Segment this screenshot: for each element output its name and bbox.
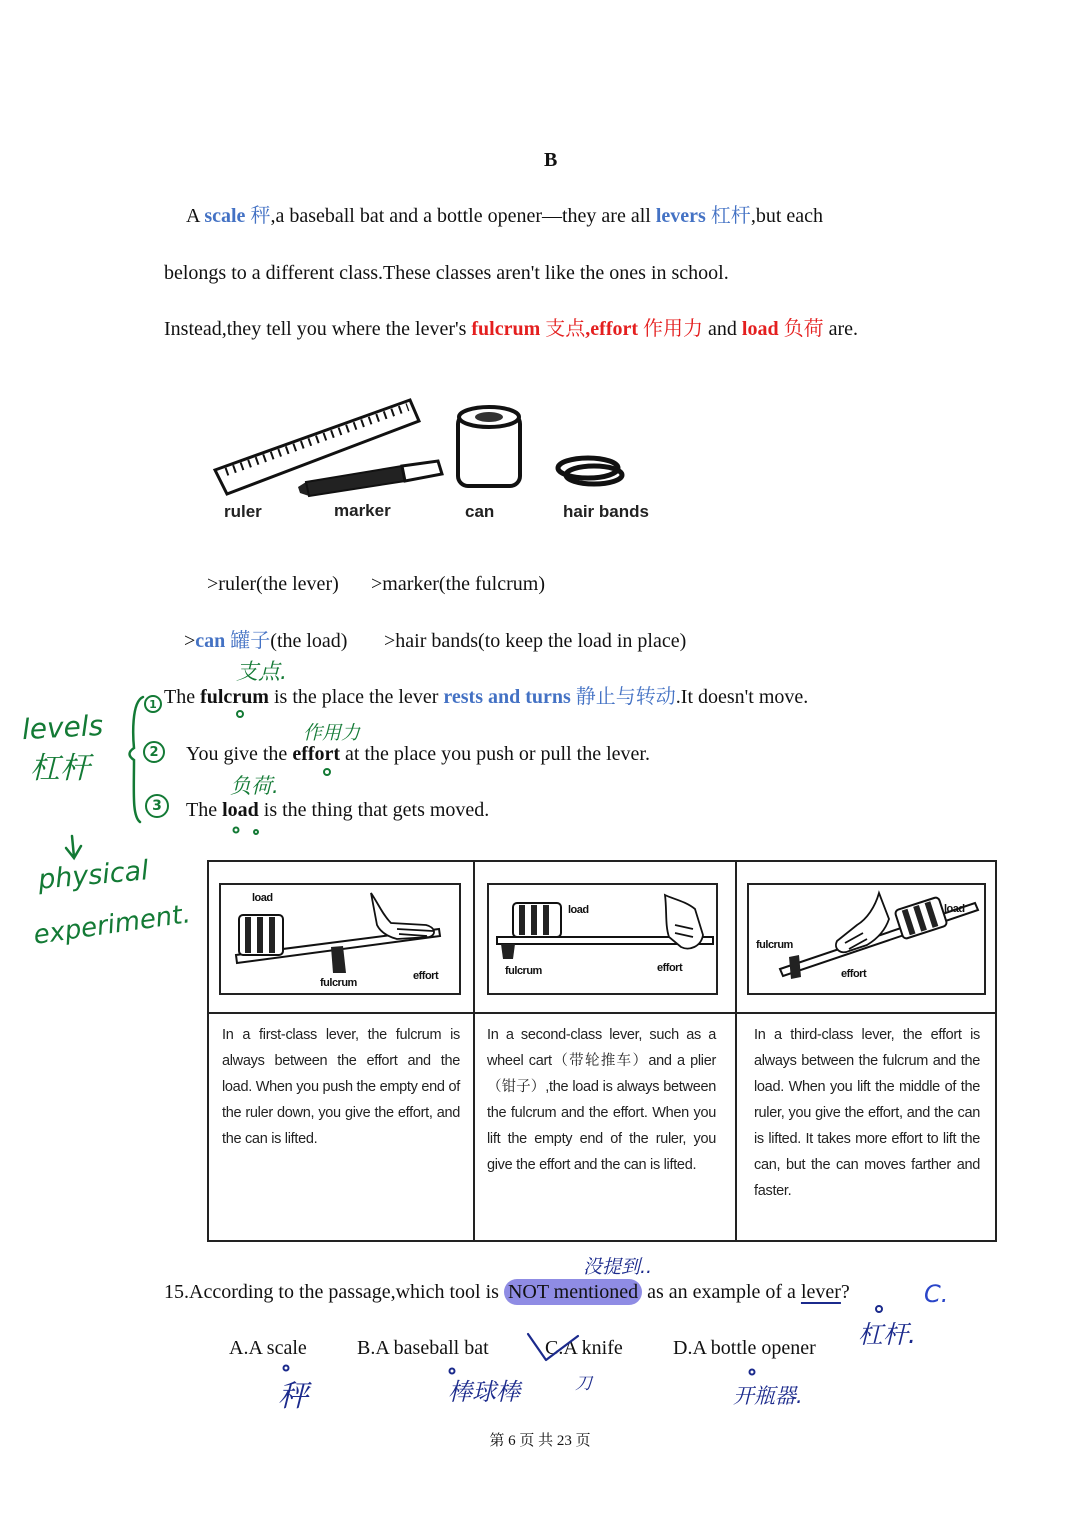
term-load: load [222,799,259,821]
option-a[interactable]: A.A scale [229,1337,307,1359]
second-class-lever-picture [487,883,718,995]
keyword-load-cn: 负荷 [778,318,824,340]
definition-effort [186,742,650,766]
keyword-load: load [741,318,779,340]
label-marker: marker [334,501,391,520]
note-lever-cn: 杠杆. [858,1320,916,1349]
second-class-effort-label: effort [657,962,683,974]
third-class-load-label: load [944,903,965,915]
note-ganggan: 杠杆 [30,751,90,786]
note-option-b: 棒球棒 [448,1378,520,1406]
first-class-effort-label: effort [413,970,439,982]
hair-bands-drawing [558,458,622,484]
note-experiment: experiment. [31,899,193,951]
note-option-a: 秤 [278,1379,308,1414]
note-levels: levels [21,708,104,747]
note-option-c: 刀 [575,1374,592,1394]
intro-text: Instead,they tell you where the lever's [164,318,472,340]
definition-fulcrum [164,685,808,709]
note-option-d: 开瓶器. [733,1384,803,1408]
label-ruler: ruler [224,502,262,521]
keyword-can-cn: 罐子 [225,630,271,652]
page-footer: 第 6 页 共 23 页 [489,1433,591,1449]
keyword-fulcrum-cn: 支点 [540,318,586,340]
definition-text: at the place you push or pull the lever. [340,743,650,765]
highlighted-phrase: NOT mentioned [504,1279,642,1305]
definition-text: is the place the lever [268,686,444,708]
note-physical: physical [36,855,150,896]
question-15 [164,1280,850,1304]
note-fulcrum-cn: 支点. [236,660,287,685]
list-text: (the load) [270,630,348,652]
keyword-scale: scale [204,205,246,227]
intro-line-3 [164,317,858,341]
second-class-description: In a second-class lever, such as a wheel cart（带轮推车）and a plier（钳子）,the load is always between the fulcrum and the effort. When you lift the empty end of the ruler, you give the effort and the can is lifted. [487,1027,716,1173]
option-d[interactable]: D.A bottle opener [673,1337,816,1359]
third-class-lever-picture [747,883,986,995]
third-class-effort-label: effort [841,968,867,980]
fulcrum-block [331,946,346,973]
first-class-load-label: load [252,892,273,904]
fulcrum-block [789,955,801,979]
keyword-fulcrum: fulcrum [471,318,541,340]
first-class-fulcrum-label: fulcrum [320,977,357,989]
note-effort-cn: 作用力 [303,722,361,744]
keyword-rests-and-turns-cn: 静止与转动 [570,686,676,708]
intro-text: ,but each [750,205,823,227]
label-can: can [465,502,495,521]
definition-text: is the thing that gets moved. [258,799,490,821]
keyword-effort-cn: 作用力 [638,318,704,340]
intro-text: and [703,318,742,340]
term-effort: effort [292,743,341,765]
label-hair-bands: hair bands [563,502,649,521]
lever-class-column-third [737,862,997,1240]
intro-text: ,a baseball bat and a bottle opener—they are all [270,205,656,227]
second-class-load-label: load [568,904,589,916]
can-drawing [458,407,520,486]
keyword-comma: , [585,318,591,340]
definition-text: You give the [186,743,293,765]
circled-number-1: 1 [144,695,162,713]
can-drawing [894,897,947,940]
list-item-marker: >marker(the fulcrum) [371,573,545,595]
list-item-ruler: >ruler(the lever) [207,573,339,595]
materials-illustration [180,390,660,505]
list-item-hair-bands: >hair bands(to keep the load in place) [384,630,687,652]
bracket-mark [130,697,144,822]
first-class-description: In a first-class lever, the fulcrum is always between the effort and the load. When you push the empty end of the ruler down, you give the effort, and the can is lifted. [222,1027,460,1147]
can-drawing [239,915,283,955]
question-end: ? [840,1281,850,1303]
intro-text: are. [823,318,859,340]
definition-text: The [164,686,201,708]
keyword-levers-cn: 杠杆 [705,205,751,227]
third-class-fulcrum-label: fulcrum [756,939,793,951]
hand-drawing [371,893,434,939]
lever-class-column-first [209,862,473,1240]
circled-number-2: 2 [143,741,165,763]
circled-number-3: 3 [145,794,169,818]
intro-line-2: belongs to a different class.These classes aren't like the ones in school. [164,262,729,284]
intro-line-1 [186,204,823,228]
keyword-levers: levers [655,205,706,227]
definition-text: .It doesn't move. [675,686,809,708]
marker-drawing [298,461,442,496]
arrow-down-icon [66,836,81,858]
term-fulcrum: fulcrum [200,686,269,708]
note-load-cn: 负荷. [230,774,279,798]
lever-class-column-second [475,862,735,1240]
note-answer: C. [924,1280,949,1308]
keyword-scale-cn: 秤 [245,205,271,227]
keyword-rests-and-turns: rests and turns [443,686,571,708]
second-class-fulcrum-label: fulcrum [505,965,542,977]
definition-text: The [186,799,223,821]
keyword-effort: effort [590,318,639,340]
option-b[interactable]: B.A baseball bat [357,1337,489,1359]
underlined-word-lever: lever [800,1281,841,1303]
list-bullet: > [184,630,196,652]
lever-class-table [207,860,997,1242]
keyword-can: can [195,630,226,652]
question-text: as an example of a [642,1281,801,1303]
fulcrum-block [501,944,515,959]
option-c[interactable]: C.A knife [545,1337,623,1359]
question-stem: 15.According to the passage,which tool is [164,1281,504,1303]
third-class-description: In a third-class lever, the effort is always between the fulcrum and the load. When you lift the middle of the ruler, you give the effort, and the can is lifted. It takes more effort to lift the can, but the can moves farther and faster. [754,1027,980,1199]
note-not-mentioned: 没提到.. [583,1256,653,1278]
can-drawing [513,903,561,937]
definition-load [186,798,489,822]
list-item-can [184,629,347,653]
section-letter: B [544,149,558,171]
intro-text: A [186,205,205,227]
first-class-lever-picture [219,883,461,995]
